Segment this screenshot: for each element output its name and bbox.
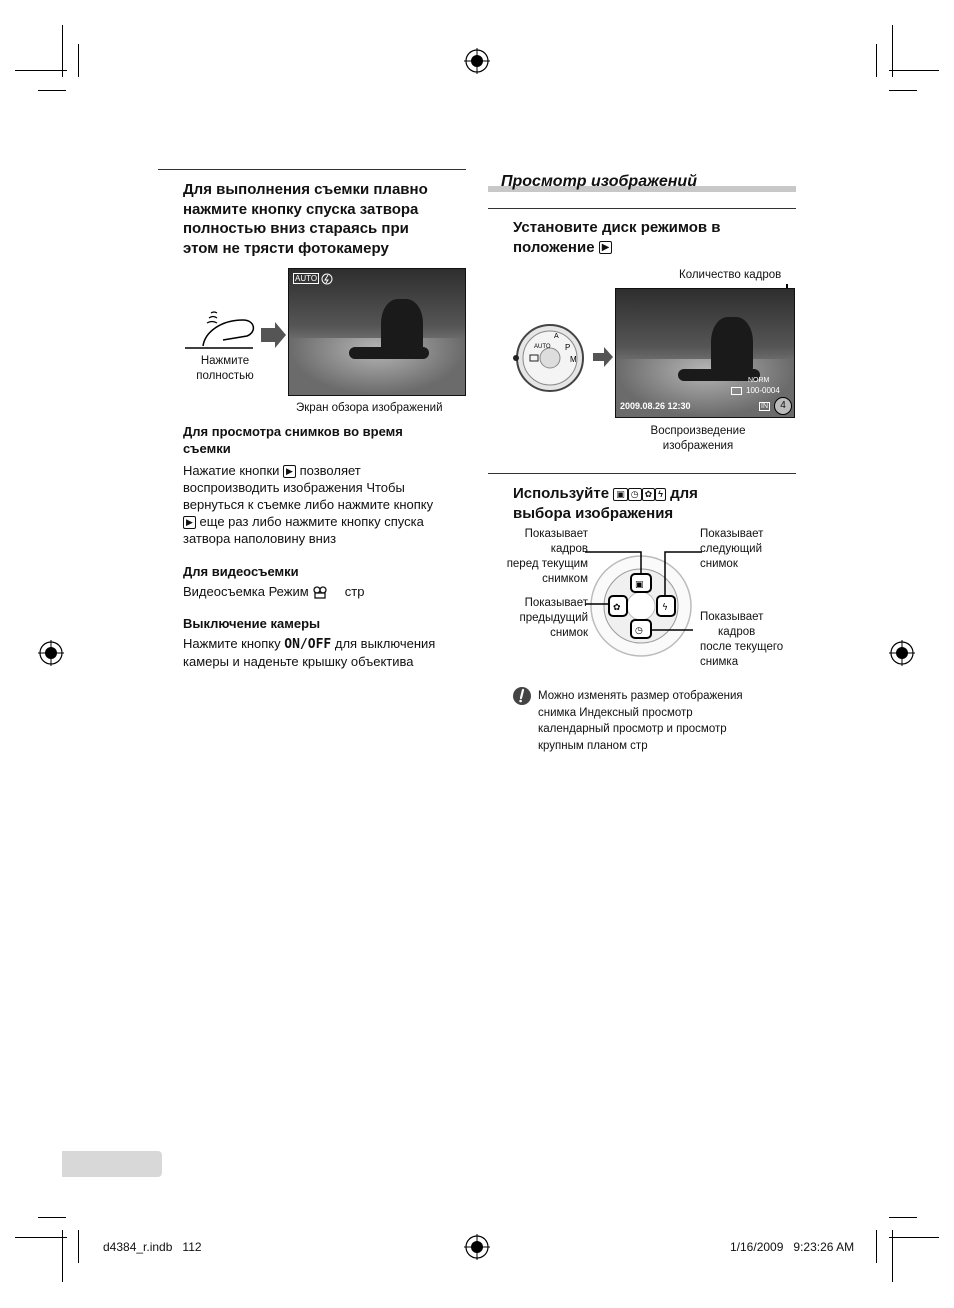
callout-bottom-right: Показывает кадров после текущего снимка (700, 611, 784, 668)
registration-mark-top-icon (464, 48, 490, 74)
callout-mid-left: Показывает предыдущий снимок (519, 597, 588, 639)
svg-text:AUTO: AUTO (534, 344, 551, 350)
playback-caption: Воспроизведение изображения (650, 425, 746, 452)
view-heading: Для просмотра снимков во время съемки (183, 424, 403, 456)
finger-press-icon (183, 310, 288, 360)
step1-heading: Установите диск режимов в положение ▶ (513, 219, 721, 256)
auto-mode-badge: AUTO (295, 274, 318, 283)
svg-text:A: A (554, 333, 559, 340)
file-number: 100-0004 (746, 386, 780, 395)
shoot-heading: Для выполнения съемки плавно нажмите кнопку спуска затвора полностью вниз стараясь при этом не трясти фотокамеру (183, 181, 428, 257)
note-caution-icon (512, 686, 532, 706)
left-button-icon: ✿ (642, 488, 656, 501)
right-rule-2 (488, 473, 796, 474)
svg-text:M: M (570, 355, 577, 364)
on-off-button-label: ON/OFF (284, 637, 332, 652)
internal-memory-badge: IN (761, 403, 768, 410)
footer-timestamp: 1/16/2009 9:23:26 AM (730, 1240, 855, 1254)
review-caption: Экран обзора изображений (296, 402, 443, 414)
playback-mode-icon: ▶ (599, 241, 613, 254)
section-title: Просмотр изображений (501, 173, 697, 190)
page-number-tab (62, 1151, 162, 1177)
press-label: Нажмите полностью (196, 355, 254, 382)
right-rule-1 (488, 208, 796, 209)
battery-icon (731, 387, 742, 395)
movie-camera-icon (312, 586, 330, 599)
svg-text:▣: ▣ (635, 580, 644, 590)
view-body: Нажатие кнопки ▶ позволяет воспроизводить изображения Чтобы вернуться к съемке либо нажмите кнопку ▶ еще раз либо нажмите кнопку спуска затвора наполовину вниз (183, 463, 434, 546)
video-body: Видеосъемка Режим стр (183, 584, 365, 599)
power-off-heading: Выключение камеры (183, 616, 321, 631)
playback-button-icon: ▶ (283, 465, 296, 478)
norm-badge: NORM (748, 377, 770, 384)
playback-button-icon: ▶ (183, 516, 196, 529)
note-text: Можно изменять размер отображения снимка Индексный просмотр календарный просмотр и просмотр крупным планом стр (538, 690, 743, 752)
left-top-rule (158, 169, 466, 170)
callout-top-right: Показывает следующий снимок (700, 528, 764, 570)
arrow-right-icon (592, 346, 614, 368)
review-screen-image (288, 268, 466, 396)
registration-mark-left-icon (38, 640, 64, 666)
arrow-pad-diagram (585, 540, 705, 670)
svg-text:P: P (565, 343, 571, 352)
frame-number-badge: 4 (774, 397, 792, 415)
power-off-body: Нажмите кнопку ON/OFF для выключения камеры и наденьте крышку объектива (183, 636, 436, 669)
date-stamp: 2009.08.26 12:30 (620, 401, 691, 411)
video-heading: Для видеосъемки (183, 564, 299, 579)
svg-text:◷: ◷ (635, 626, 643, 636)
callout-top-left: Показывает кадров перед текущим снимком (506, 528, 588, 585)
svg-text:✿: ✿ (613, 603, 621, 613)
step2-heading: Используйте ▣ ◷ ✿ ϟ для выбора изображения (513, 485, 698, 522)
up-button-icon: ▣ (613, 488, 628, 501)
flash-off-icon (321, 273, 333, 285)
frame-count-label: Количество кадров (679, 269, 782, 281)
registration-mark-bottom-icon (464, 1234, 490, 1260)
svg-text:ϟ: ϟ (662, 603, 668, 613)
footer-file: d4384_r.indb 112 (103, 1240, 202, 1254)
right-button-icon: ϟ (655, 488, 666, 501)
down-button-icon: ◷ (628, 488, 642, 501)
registration-mark-right-icon (889, 640, 915, 666)
mode-dial-icon (508, 320, 586, 392)
playback-screen-image (615, 288, 795, 418)
